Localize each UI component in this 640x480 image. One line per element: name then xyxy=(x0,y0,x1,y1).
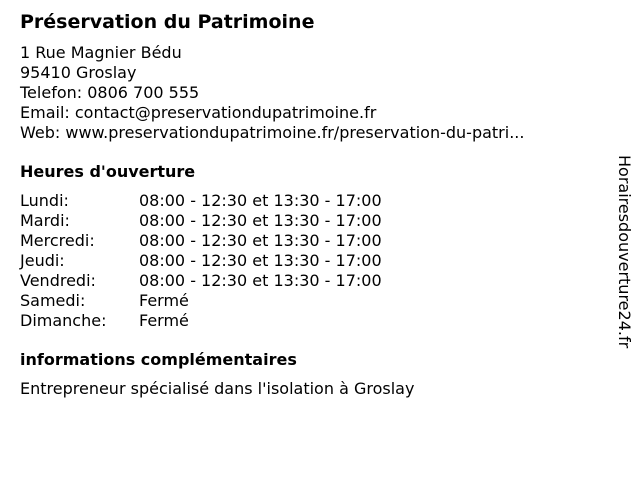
time-value: 08:00 - 12:30 et 13:30 - 17:00 xyxy=(139,251,382,270)
business-card xyxy=(20,10,590,399)
info-heading: informations complémentaires xyxy=(20,350,297,369)
phone-line: Telefon: 0806 700 555 xyxy=(20,83,200,102)
watermark xyxy=(612,134,636,370)
day-label: Lundi: xyxy=(20,191,69,210)
day-label: Jeudi: xyxy=(20,251,65,270)
hours-row xyxy=(20,251,590,271)
hours-row xyxy=(20,211,590,231)
time-value: 08:00 - 12:30 et 13:30 - 17:00 xyxy=(139,271,382,290)
time-value: 08:00 - 12:30 et 13:30 - 17:00 xyxy=(139,231,382,250)
day-label: Dimanche: xyxy=(20,311,107,330)
web-line: Web: www.preservationdupatrimoine.fr/preservation-du-patri... xyxy=(20,123,525,142)
time-value: 08:00 - 12:30 et 13:30 - 17:00 xyxy=(139,211,382,230)
hours-row xyxy=(20,191,590,211)
day-label: Mardi: xyxy=(20,211,70,230)
time-value: Fermé xyxy=(139,311,189,330)
email-line: Email: contact@preservationdupatrimoine.fr xyxy=(20,103,377,122)
day-label: Vendredi: xyxy=(20,271,96,290)
time-value: 08:00 - 12:30 et 13:30 - 17:00 xyxy=(139,191,382,210)
info-text: Entrepreneur spécialisé dans l'isolation à Groslay xyxy=(20,379,415,398)
business-name: Préservation du Patrimoine xyxy=(20,11,315,33)
time-value: Fermé xyxy=(139,291,189,310)
hours-heading: Heures d'ouverture xyxy=(20,162,196,181)
hours-row xyxy=(20,271,590,291)
hours-row xyxy=(20,291,590,311)
day-label: Mercredi: xyxy=(20,231,95,250)
address-line2: 95410 Groslay xyxy=(20,63,137,82)
watermark-text: Horairesdouverture24.fr xyxy=(615,155,634,349)
hours-table xyxy=(20,191,590,331)
address-line1: 1 Rue Magnier Bédu xyxy=(20,43,182,62)
day-label: Samedi: xyxy=(20,291,86,310)
hours-row xyxy=(20,231,590,251)
hours-row xyxy=(20,311,590,331)
